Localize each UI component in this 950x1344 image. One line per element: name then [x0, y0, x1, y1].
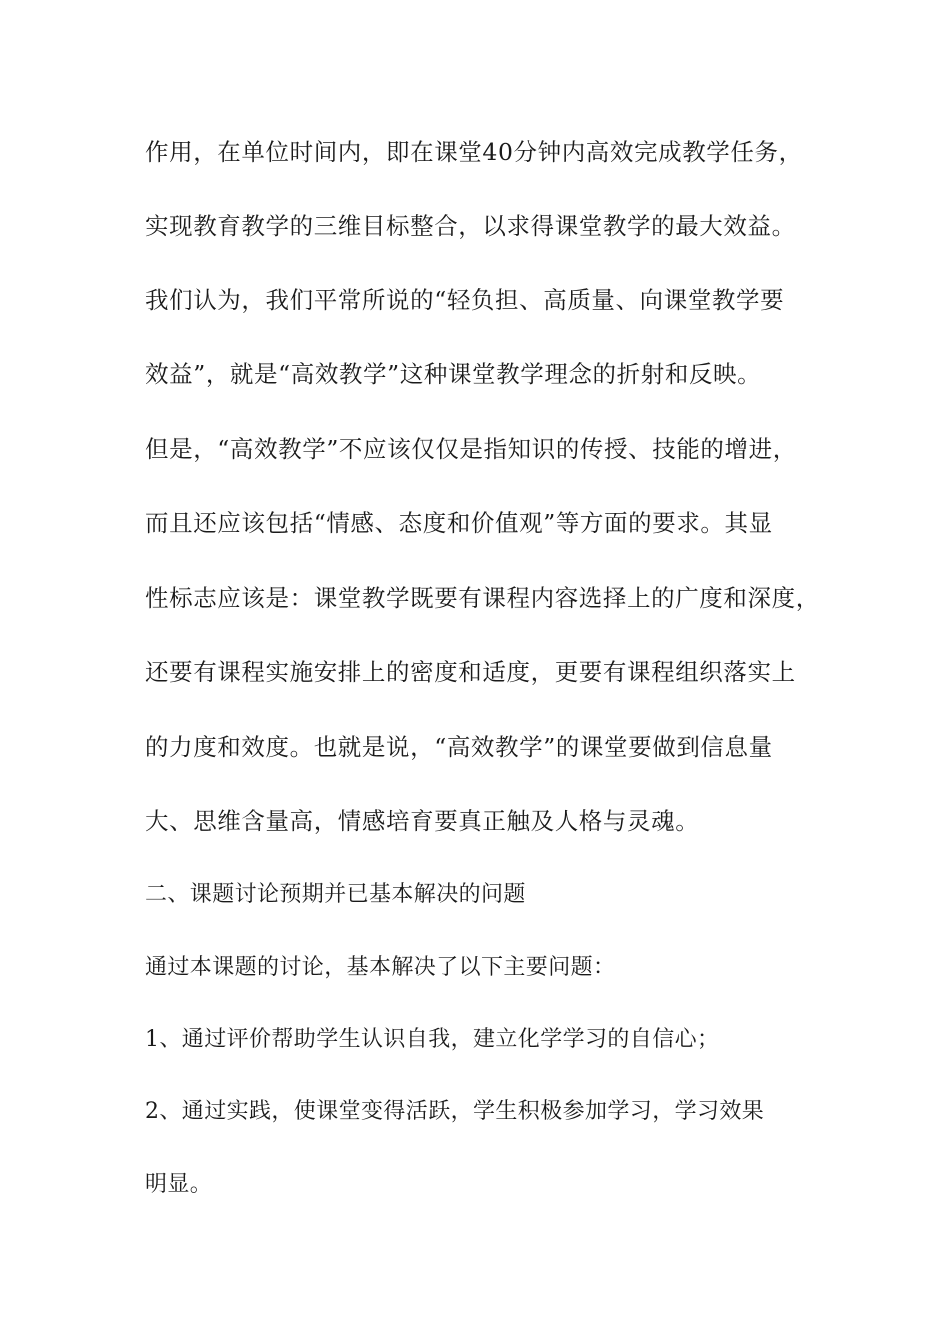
list-item-continuation: 明显。 [145, 1172, 213, 1197]
paragraph-line: 效益”，就是“高效教学”这种课堂教学理念的折射和反映。 [145, 360, 762, 388]
paragraph-line: 但是，“高效教学”不应该仅仅是指知识的传授、技能的增进， [145, 435, 797, 463]
paragraph-line: 作用，在单位时间内，即在课堂40分钟内高效完成教学任务， [145, 138, 803, 166]
paragraph-line: 大、思维含量高，情感培育要真正触及人格与灵魂。 [145, 807, 700, 835]
section-heading: 二、课题讨论预期并已基本解决的问题 [145, 882, 526, 907]
list-item: 2、通过实践，使课堂变得活跃，学生积极参加学习，学习效果 [145, 1099, 765, 1124]
paragraph-line: 性标志应该是：课堂教学既要有课程内容选择上的广度和深度， [145, 584, 820, 612]
list-item: 1、通过评价帮助学生认识自我，建立化学学习的自信心； [145, 1027, 720, 1052]
paragraph-line: 实现教育教学的三维目标整合，以求得课堂教学的最大效益。 [145, 212, 796, 240]
paragraph-line: 我们认为，我们平常所说的“轻负担、高质量、向课堂教学要 [145, 286, 785, 314]
paragraph-line: 而且还应该包括“情感、态度和价值观”等方面的要求。其显 [145, 509, 773, 537]
intro-line: 通过本课题的讨论，基本解决了以下主要问题： [145, 955, 616, 980]
paragraph-line: 还要有课程实施安排上的密度和适度，更要有课程组织落实上 [145, 658, 796, 686]
paragraph-line: 的力度和效度。也就是说，“高效教学”的课堂要做到信息量 [145, 733, 773, 761]
